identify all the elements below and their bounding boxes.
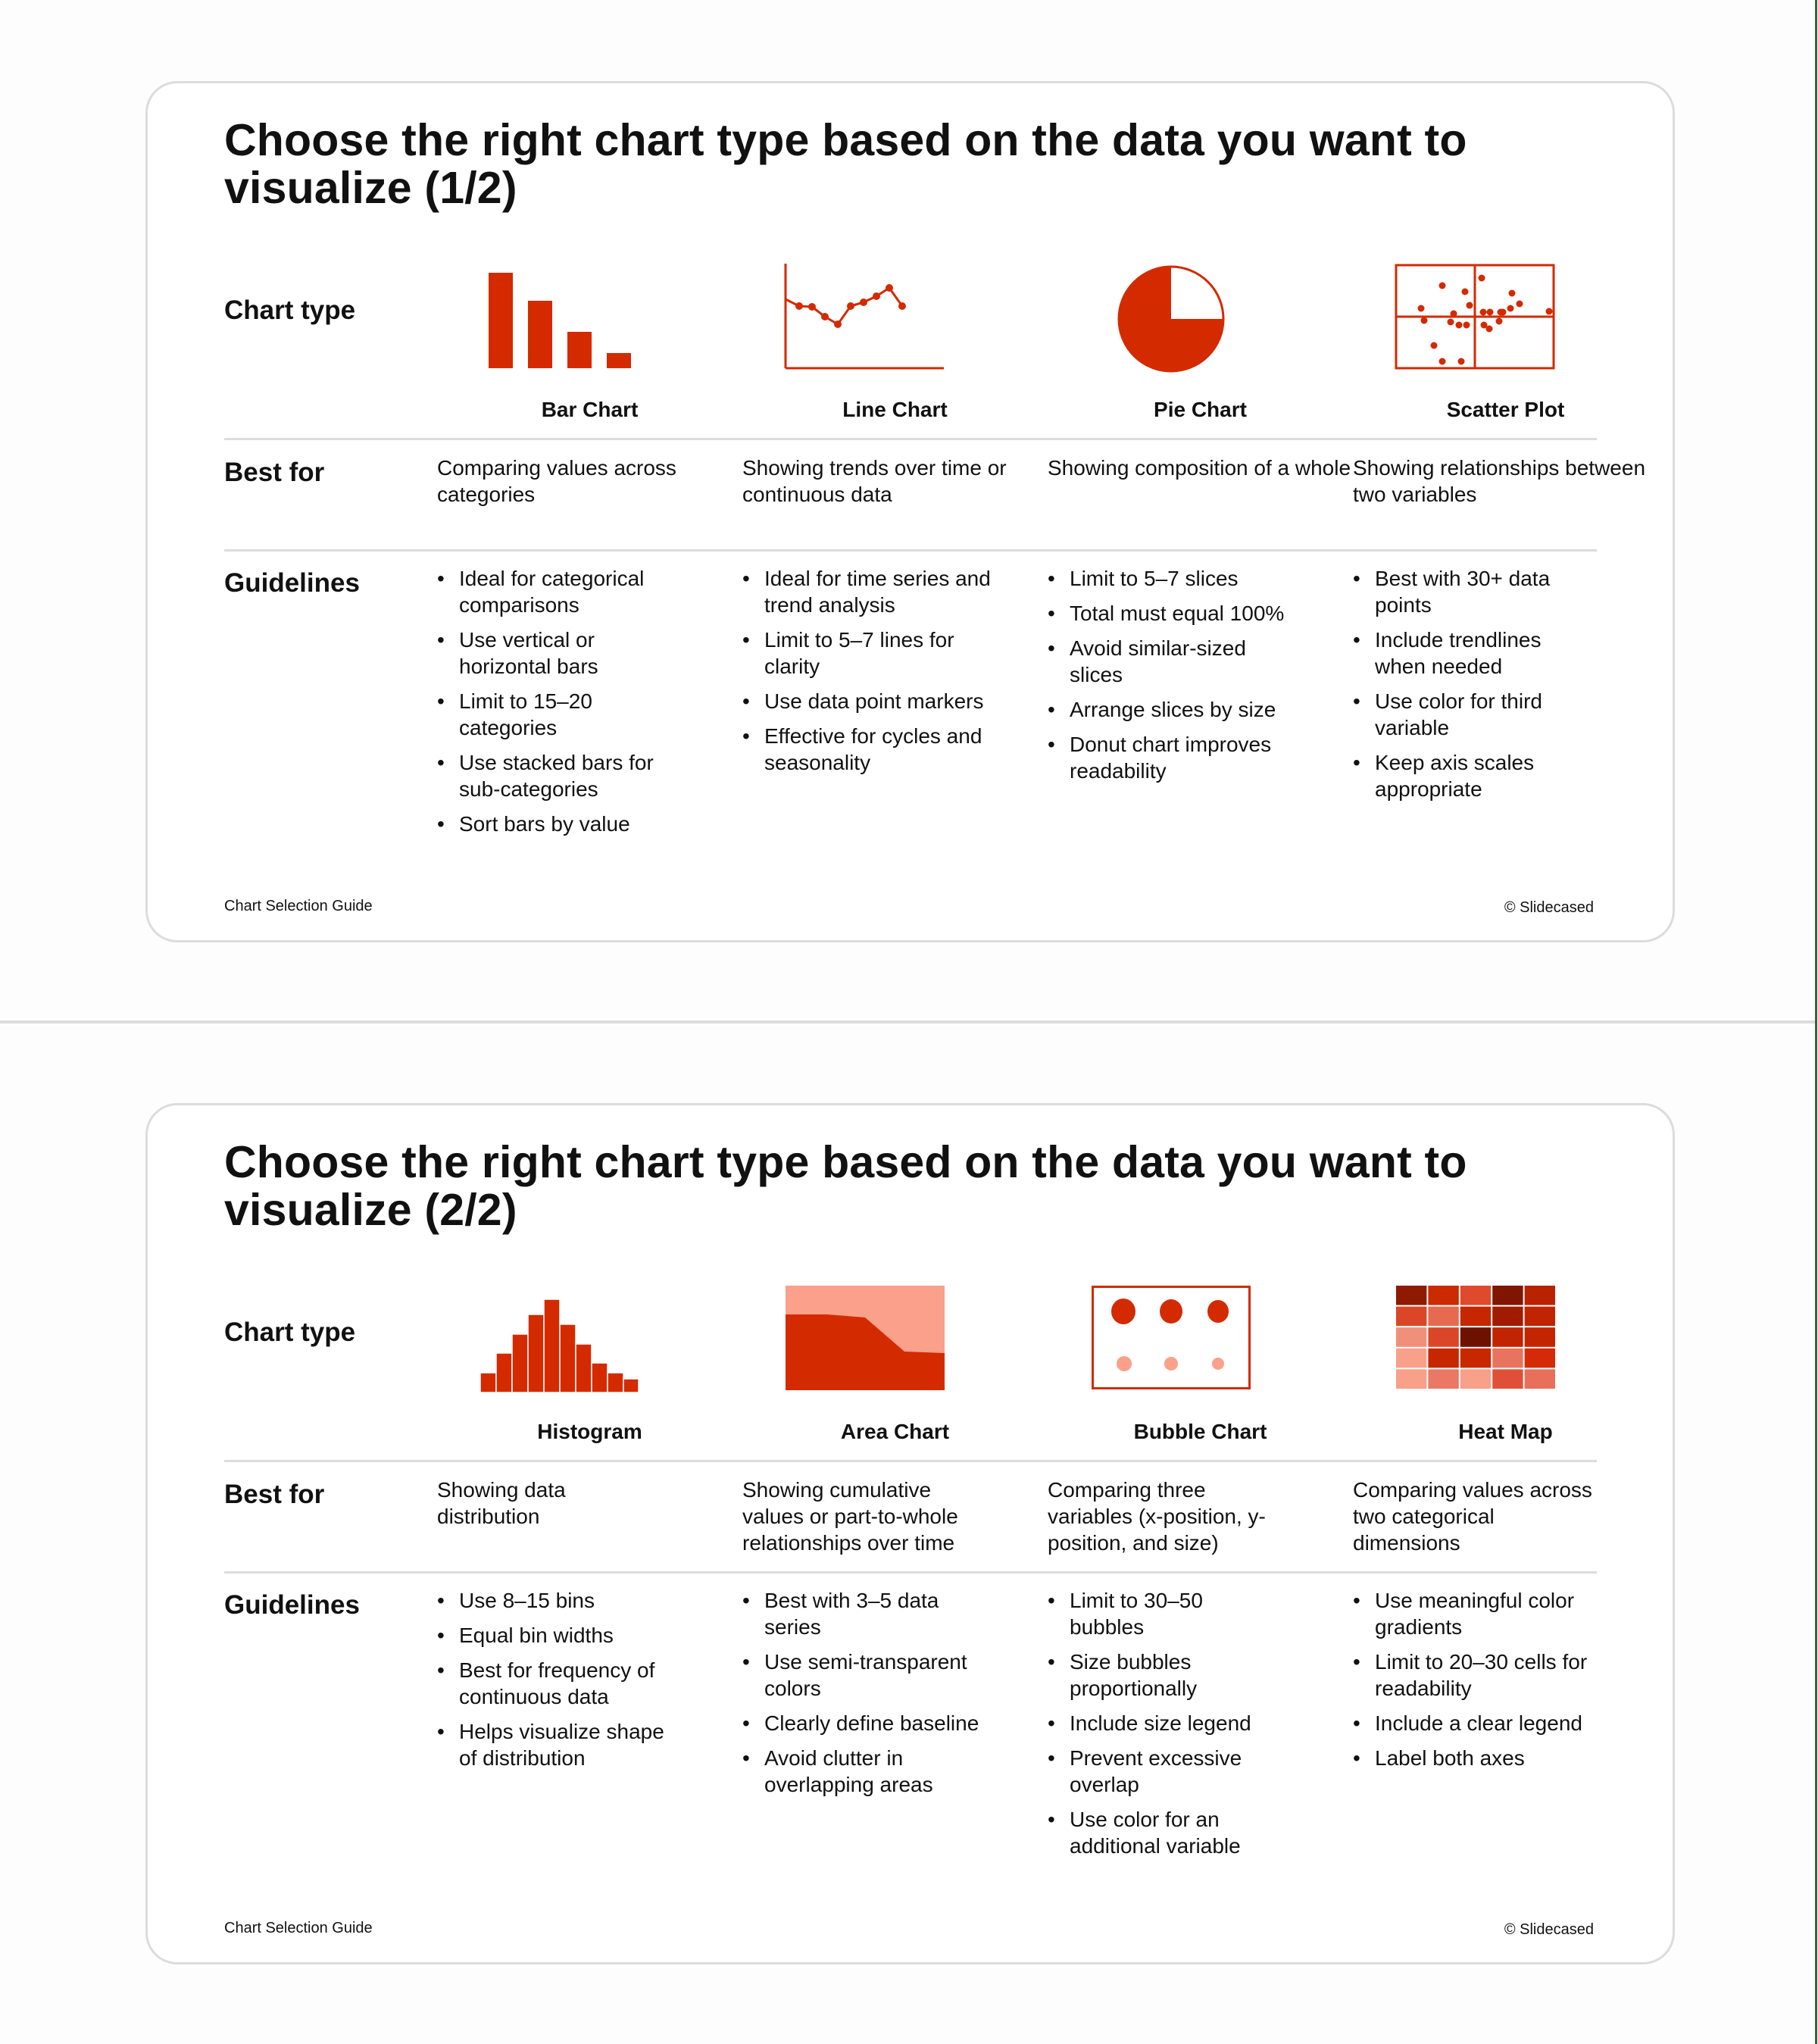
guideline-item: • Include size legend bbox=[1048, 1710, 1275, 1736]
guideline-item: • Use 8–15 bins bbox=[437, 1587, 687, 1614]
guideline-item: • Limit to 20–30 cells for readability bbox=[1353, 1649, 1595, 1702]
guideline-item: • Best with 3–5 data series bbox=[742, 1587, 992, 1640]
best-for-text: Showing cumulative values or part-to-whole relationships over time bbox=[742, 1478, 958, 1555]
row-divider bbox=[224, 438, 1597, 440]
guidelines-list bbox=[1048, 1587, 1275, 1867]
guideline-item: • Use vertical or horizontal bars bbox=[437, 627, 687, 680]
row-divider bbox=[224, 549, 1597, 552]
guideline-item: • Ideal for time series and trend analysis bbox=[742, 565, 992, 618]
heat-map-icon bbox=[1396, 1286, 1557, 1390]
chart-name: Area Chart bbox=[840, 1420, 950, 1443]
guideline-item: • Use meaningful color gradients bbox=[1353, 1587, 1595, 1640]
footer-title: Chart Selection Guide bbox=[224, 898, 373, 914]
guidelines-list bbox=[742, 1587, 992, 1806]
footer-title: Chart Selection Guide bbox=[224, 1920, 373, 1936]
guideline-item: • Clearly define baseline bbox=[742, 1710, 992, 1736]
guideline-item: • Avoid similar-sized slices bbox=[1048, 635, 1298, 688]
histogram-icon bbox=[479, 1299, 639, 1393]
heat-map-cell bbox=[1492, 1327, 1523, 1347]
heat-map-cell bbox=[1525, 1369, 1555, 1389]
guideline-item: • Limit to 5–7 slices bbox=[1048, 565, 1298, 592]
best-for-text: Showing trends over time or continuous data bbox=[742, 456, 1007, 506]
best-for-text: Showing data distribution bbox=[437, 1478, 566, 1528]
slide-title: Choose the right chart type based on the data you want to visualize (2/2) bbox=[224, 1137, 1467, 1235]
heat-map-cell bbox=[1525, 1327, 1555, 1347]
heat-map-cell bbox=[1428, 1307, 1458, 1327]
best-for-text: Comparing values across categories bbox=[437, 456, 676, 506]
guideline-item: • Limit to 15–20 categories bbox=[437, 688, 687, 741]
best-for-text: Showing composition of a whole bbox=[1048, 456, 1351, 480]
pie-chart-icon bbox=[1116, 264, 1226, 374]
heat-map-cell bbox=[1492, 1349, 1523, 1368]
guideline-item: • Limit to 30–50 bubbles bbox=[1048, 1587, 1275, 1640]
row-divider bbox=[224, 1571, 1597, 1574]
heat-map-cell bbox=[1525, 1286, 1555, 1305]
guidelines-list bbox=[1353, 565, 1580, 811]
footer-copyright: © Slidecased bbox=[1504, 899, 1594, 916]
guideline-item: • Limit to 5–7 lines for clarity bbox=[742, 627, 992, 680]
heat-map-cell bbox=[1492, 1307, 1523, 1327]
heat-map-cell bbox=[1396, 1307, 1426, 1327]
row-label-guidelines: Guidelines bbox=[224, 1590, 360, 1620]
heat-map-cell bbox=[1428, 1369, 1458, 1389]
heat-map-cell bbox=[1428, 1286, 1458, 1305]
heat-map-cell bbox=[1460, 1307, 1491, 1327]
guideline-item: • Best for frequency of continuous data bbox=[437, 1657, 687, 1710]
guideline-item: • Size bubbles proportionally bbox=[1048, 1649, 1275, 1702]
guideline-item: • Helps visualize shape of distribution bbox=[437, 1718, 687, 1771]
page-divider bbox=[0, 1020, 1815, 1024]
row-divider bbox=[224, 1460, 1597, 1462]
scatter-plot-icon bbox=[1395, 264, 1557, 371]
heat-map-cell bbox=[1492, 1286, 1523, 1305]
guideline-item: • Prevent excessive overlap bbox=[1048, 1745, 1275, 1798]
row-label-guidelines: Guidelines bbox=[224, 568, 360, 598]
best-for-text: Showing relationships between two variables bbox=[1353, 456, 1646, 506]
guidelines-list bbox=[1353, 1587, 1595, 1780]
heat-map-cell bbox=[1396, 1369, 1426, 1389]
line-chart-icon bbox=[783, 264, 946, 374]
bubble-chart-icon bbox=[1092, 1286, 1251, 1392]
guideline-item: • Equal bin widths bbox=[437, 1622, 687, 1649]
heat-map-cell bbox=[1428, 1349, 1458, 1368]
row-label-best-for: Best for bbox=[224, 1480, 325, 1509]
guideline-item: • Avoid clutter in overlapping areas bbox=[742, 1745, 992, 1798]
bar-chart-icon bbox=[486, 270, 637, 376]
best-for-text: Comparing three variables (x-position, y-position, and size) bbox=[1048, 1478, 1266, 1555]
heat-map-cell bbox=[1460, 1327, 1491, 1347]
guideline-item: • Arrange slices by size bbox=[1048, 696, 1298, 723]
row-label-chart-type: Chart type bbox=[224, 1317, 356, 1347]
guideline-item: • Use data point markers bbox=[742, 688, 992, 714]
guideline-item: • Best with 30+ data points bbox=[1353, 565, 1580, 618]
guidelines-list bbox=[742, 565, 992, 784]
guideline-item: • Ideal for categorical comparisons bbox=[437, 565, 687, 618]
guidelines-list bbox=[1048, 565, 1298, 792]
heat-map-cell bbox=[1396, 1286, 1426, 1305]
slide-title: Choose the right chart type based on the data you want to visualize (1/2) bbox=[224, 115, 1467, 213]
chart-name: Histogram bbox=[537, 1420, 642, 1443]
slide-2 bbox=[145, 1103, 1675, 1964]
chart-name: Bubble Chart bbox=[1133, 1420, 1267, 1443]
guideline-item: • Use color for third variable bbox=[1353, 688, 1580, 741]
chart-name: Line Chart bbox=[842, 398, 948, 421]
area-chart-icon bbox=[786, 1286, 945, 1390]
guideline-item: • Include a clear legend bbox=[1353, 1710, 1595, 1736]
guideline-item: • Use semi-transparent colors bbox=[742, 1649, 992, 1702]
guidelines-list bbox=[437, 1587, 687, 1780]
guideline-item: • Label both axes bbox=[1353, 1745, 1595, 1771]
guideline-item: • Use stacked bars for sub-categories bbox=[437, 749, 687, 802]
guideline-item: • Total must equal 100% bbox=[1048, 600, 1298, 627]
heat-map-cell bbox=[1460, 1349, 1491, 1368]
row-label-best-for: Best for bbox=[224, 458, 325, 487]
footer-copyright: © Slidecased bbox=[1504, 1921, 1594, 1938]
guideline-item: • Include trendlines when needed bbox=[1353, 627, 1580, 680]
row-label-chart-type: Chart type bbox=[224, 295, 356, 325]
chart-name: Pie Chart bbox=[1154, 398, 1247, 421]
guideline-item: • Keep axis scales appropriate bbox=[1353, 749, 1580, 802]
guidelines-list bbox=[437, 565, 687, 845]
window-edge bbox=[1815, 0, 1817, 2044]
chart-name: Bar Chart bbox=[541, 398, 639, 421]
heat-map-cell bbox=[1525, 1307, 1555, 1327]
slide-1 bbox=[145, 81, 1675, 942]
heat-map-cell bbox=[1396, 1327, 1426, 1347]
chart-name: Heat Map bbox=[1458, 1420, 1553, 1443]
heat-map-cell bbox=[1492, 1369, 1523, 1389]
heat-map-cell bbox=[1460, 1286, 1491, 1305]
heat-map-cell bbox=[1428, 1327, 1458, 1347]
guideline-item: • Effective for cycles and seasonality bbox=[742, 723, 992, 776]
guideline-item: • Sort bars by value bbox=[437, 811, 687, 837]
chart-name: Scatter Plot bbox=[1446, 398, 1565, 421]
best-for-text: Comparing values across two categorical dimensions bbox=[1353, 1478, 1592, 1555]
guideline-item: • Donut chart improves readability bbox=[1048, 731, 1298, 784]
guideline-item: • Use color for an additional variable bbox=[1048, 1806, 1275, 1859]
heat-map-cell bbox=[1525, 1349, 1555, 1368]
heat-map-cell bbox=[1460, 1369, 1491, 1389]
heat-map-cell bbox=[1396, 1349, 1426, 1368]
